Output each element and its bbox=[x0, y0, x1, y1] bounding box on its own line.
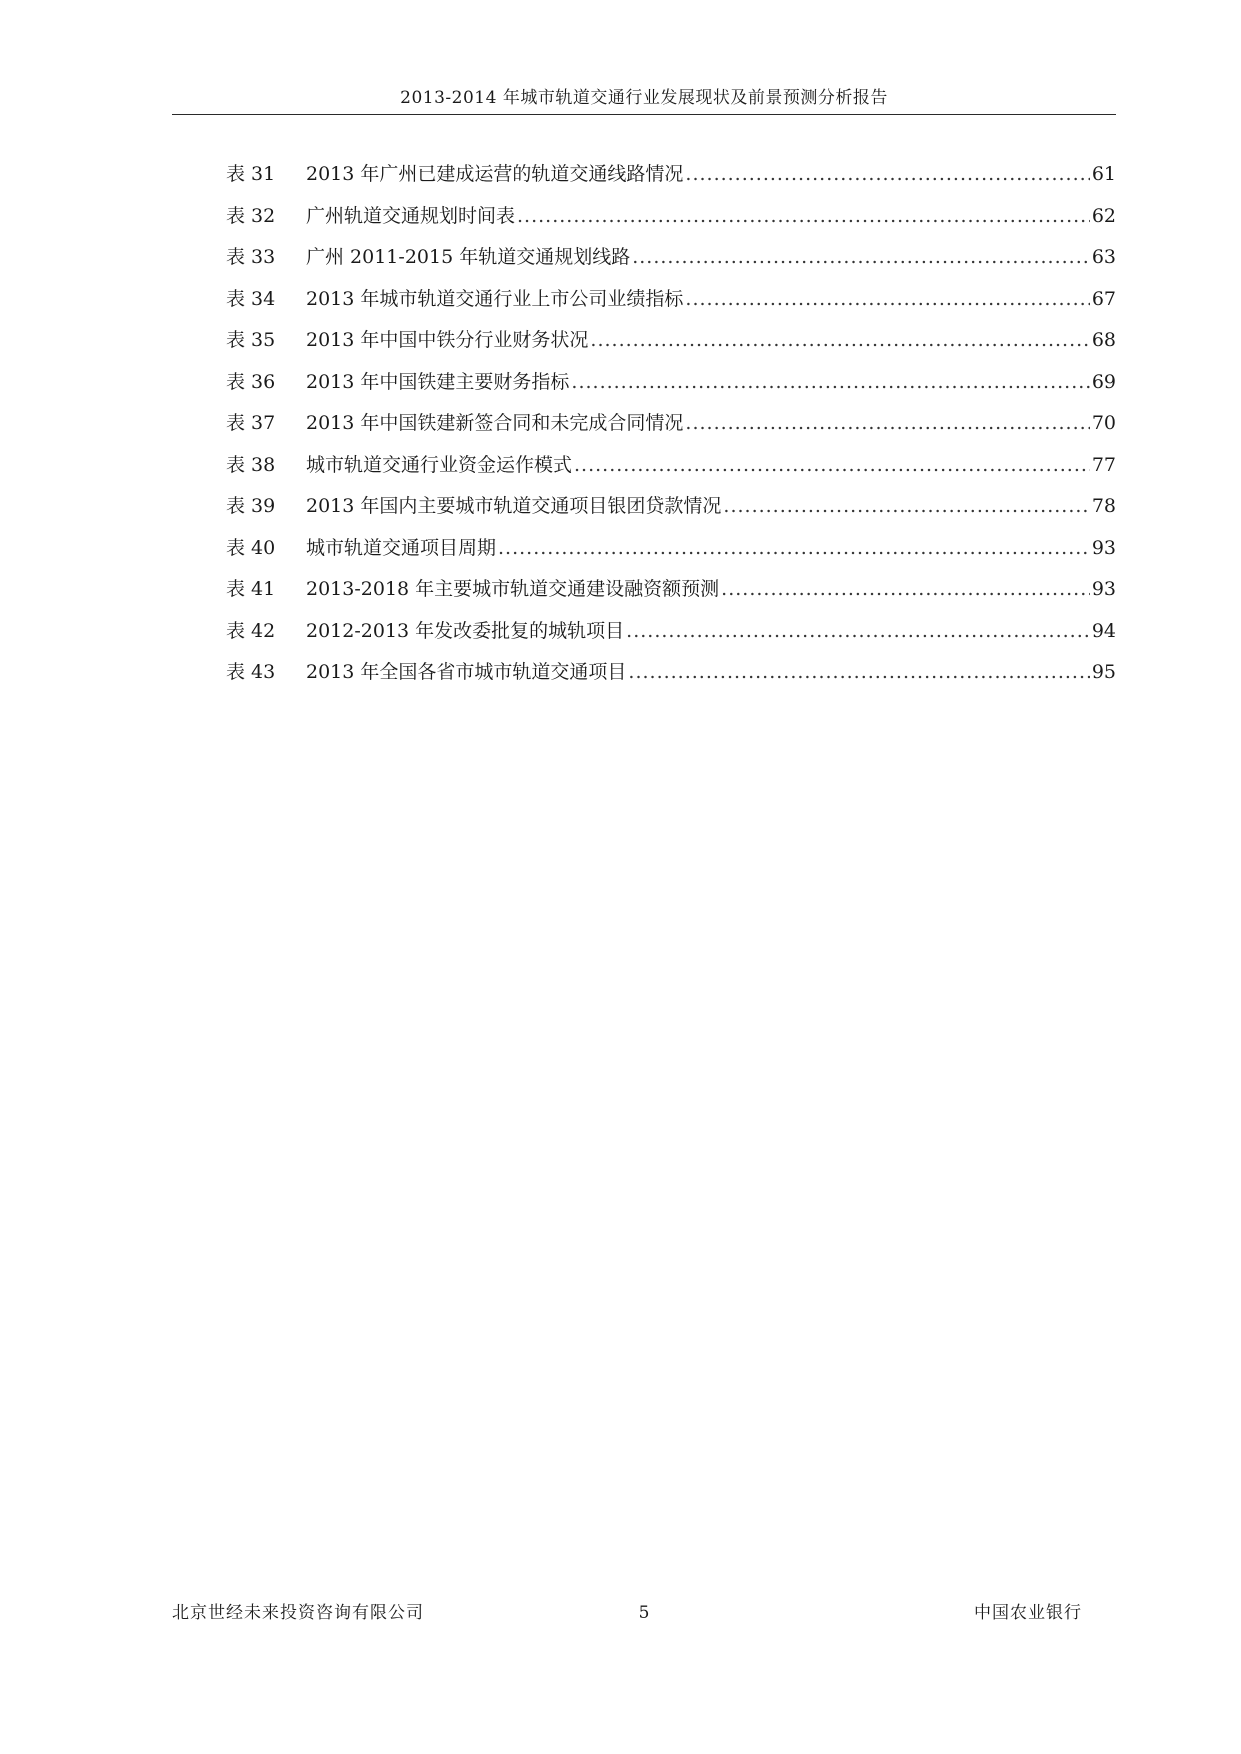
toc-entry-label: 表 31 bbox=[226, 163, 276, 185]
toc-entry[interactable] bbox=[226, 283, 1116, 325]
page-header bbox=[172, 84, 1116, 115]
footer-client: 中国农业银行 bbox=[974, 1603, 1082, 1623]
toc-entry-title: 2013 年国内主要城市轨道交通项目银团贷款情况 bbox=[306, 495, 722, 517]
toc-entry-label: 表 34 bbox=[226, 287, 276, 310]
toc-entry-label: 表 38 bbox=[226, 453, 276, 476]
toc-entry-title: 城市轨道交通行业资金运作模式 bbox=[306, 453, 573, 476]
toc-dot-leader bbox=[721, 573, 1090, 605]
toc-entry-label: 表 40 bbox=[226, 536, 276, 559]
toc-dot-leader bbox=[574, 449, 1090, 481]
toc-entry-title: 2012-2013 年发改委批复的城轨项目 bbox=[306, 619, 625, 642]
toc-entry-label: 表 39 bbox=[226, 495, 276, 517]
toc-dot-leader bbox=[517, 200, 1090, 232]
toc-entry[interactable] bbox=[226, 532, 1116, 574]
toc-entry-title: 2013 年全国各省市城市轨道交通项目 bbox=[306, 661, 627, 683]
toc-entry[interactable] bbox=[226, 241, 1116, 283]
toc-entry-page: 67 bbox=[1091, 287, 1116, 310]
toc-entry-title: 2013 年中国中铁分行业财务状况 bbox=[306, 329, 589, 351]
footer-company: 北京世经未来投资咨询有限公司 bbox=[172, 1603, 424, 1623]
toc-dot-leader bbox=[498, 532, 1090, 564]
toc-entry-page: 94 bbox=[1091, 619, 1116, 642]
toc-entry[interactable] bbox=[226, 324, 1116, 366]
toc-entry-title: 2013 年城市轨道交通行业上市公司业绩指标 bbox=[306, 287, 684, 310]
toc-entry[interactable] bbox=[226, 200, 1116, 242]
toc-dot-leader bbox=[685, 407, 1089, 439]
page-footer bbox=[172, 1598, 1116, 1628]
toc-entry-title: 2013 年中国铁建主要财务指标 bbox=[306, 370, 570, 393]
toc-entry-title: 2013 年中国铁建新签合同和未完成合同情况 bbox=[306, 412, 684, 434]
toc-entry-title: 2013-2018 年主要城市轨道交通建设融资额预测 bbox=[306, 578, 720, 600]
toc-entry-label: 表 43 bbox=[226, 661, 276, 683]
toc-entry-label: 表 41 bbox=[226, 578, 276, 600]
toc-dot-leader bbox=[628, 656, 1089, 688]
toc-entry-label: 表 42 bbox=[226, 619, 276, 642]
toc-entry-title: 2013 年广州已建成运营的轨道交通线路情况 bbox=[306, 163, 684, 185]
toc-dot-leader bbox=[685, 158, 1089, 190]
toc-entry-label: 表 35 bbox=[226, 329, 276, 351]
toc-entry-page: 70 bbox=[1091, 412, 1116, 434]
toc-entry-page: 68 bbox=[1091, 329, 1116, 351]
toc-entry-page: 69 bbox=[1091, 370, 1116, 393]
page-number: 5 bbox=[638, 1603, 650, 1623]
toc-dot-leader bbox=[723, 490, 1089, 522]
toc-entry-title: 广州轨道交通规划时间表 bbox=[306, 204, 516, 227]
toc-dot-leader bbox=[571, 366, 1089, 398]
toc-entry[interactable] bbox=[226, 366, 1116, 408]
toc-entry[interactable] bbox=[226, 407, 1116, 449]
table-of-contents bbox=[226, 158, 1116, 698]
toc-entry[interactable] bbox=[226, 615, 1116, 657]
toc-entry-page: 95 bbox=[1091, 661, 1116, 683]
report-title: 2013-2014 年城市轨道交通行业发展现状及前景预测分析报告 bbox=[400, 88, 888, 108]
toc-entry[interactable] bbox=[226, 490, 1116, 532]
toc-entry-label: 表 37 bbox=[226, 412, 276, 434]
toc-entry-title: 城市轨道交通项目周期 bbox=[306, 536, 497, 559]
toc-entry[interactable] bbox=[226, 573, 1116, 615]
toc-entry-label: 表 32 bbox=[226, 204, 276, 227]
toc-dot-leader bbox=[685, 283, 1089, 315]
toc-dot-leader bbox=[632, 241, 1090, 273]
toc-entry[interactable] bbox=[226, 656, 1116, 698]
toc-entry-page: 62 bbox=[1091, 204, 1116, 227]
toc-entry[interactable] bbox=[226, 158, 1116, 200]
toc-entry-page: 61 bbox=[1091, 163, 1116, 185]
toc-entry-page: 63 bbox=[1091, 246, 1116, 268]
toc-dot-leader bbox=[590, 324, 1089, 356]
toc-entry-page: 93 bbox=[1091, 536, 1116, 559]
toc-entry-label: 表 33 bbox=[226, 246, 276, 268]
toc-entry-label: 表 36 bbox=[226, 370, 276, 393]
toc-entry-title: 广州 2011-2015 年轨道交通规划线路 bbox=[306, 246, 631, 268]
toc-dot-leader bbox=[626, 615, 1090, 647]
toc-entry-page: 77 bbox=[1091, 453, 1116, 476]
toc-entry-page: 78 bbox=[1091, 495, 1116, 517]
toc-entry[interactable] bbox=[226, 449, 1116, 491]
toc-entry-page: 93 bbox=[1091, 578, 1116, 600]
